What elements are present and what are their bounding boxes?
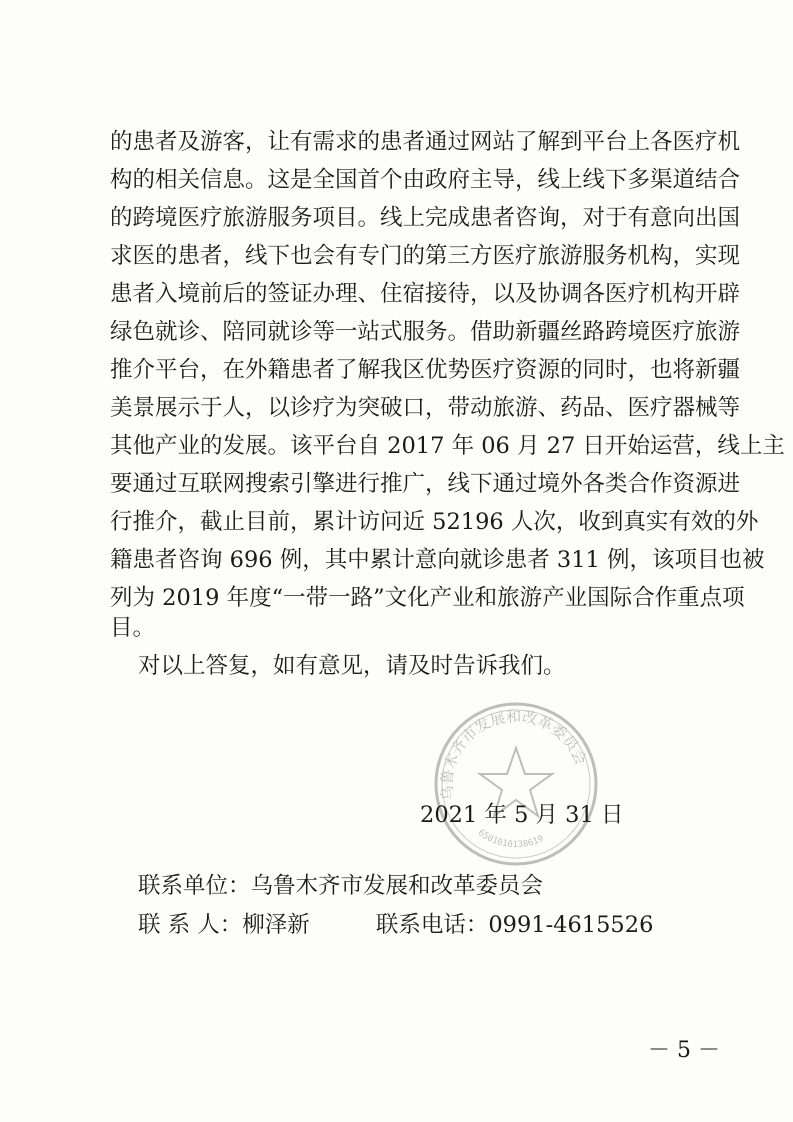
page-number: － 5 － xyxy=(648,1038,720,1063)
seal-number: 6501010138619 xyxy=(475,827,546,851)
closing-paragraph: 对以上答复，如有意见，请及时告诉我们。 xyxy=(138,653,566,679)
body-line: 行推介，截止目前，累计访问近 52196 人次，收到真实有效的外 xyxy=(110,509,759,535)
body-line: 目。 xyxy=(110,615,156,641)
body-line: 列为 2019 年度“一带一路”文化产业和旅游产业国际合作重点项 xyxy=(110,585,745,611)
body-line: 其他产业的发展。该平台自 2017 年 06 月 27 日开始运营，线上主 xyxy=(110,433,785,459)
body-line: 的患者及游客，让有需求的患者通过网站了解到平台上各医疗机 xyxy=(110,129,741,155)
svg-text:6501010138619 xyxy=(476,828,545,850)
body-line: 美景展示于人，以诊疗为突破口，带动旅游、药品、医疗器械等 xyxy=(110,395,741,421)
signature-date: 2021 年 5 月 31 日 xyxy=(420,802,624,828)
body-line: 推介平台，在外籍患者了解我区优势医疗资源的同时，也将新疆 xyxy=(110,357,741,383)
official-seal xyxy=(432,700,600,868)
body-line: 的跨境医疗旅游服务项目。线上完成患者咨询，对于有意向出国 xyxy=(110,205,741,231)
body-line: 要通过互联网搜索引擎进行推广，线下通过境外各类合作资源进 xyxy=(110,471,741,497)
body-line: 籍患者咨询 696 例，其中累计意向就诊患者 311 例，该项目也被 xyxy=(110,547,765,573)
body-line: 患者入境前后的签证办理、住宿接待，以及协调各医疗机构开辟 xyxy=(110,281,741,307)
seal-text: 乌鲁木齐市发展和改革委员会 xyxy=(437,707,591,802)
contact-phone: 联系电话：0991-4615526 xyxy=(375,912,654,938)
body-line: 绿色就诊、陪同就诊等一站式服务。借助新疆丝路跨境医疗旅游 xyxy=(110,319,741,345)
contact-unit: 联系单位：乌鲁木齐市发展和改革委员会 xyxy=(138,873,544,899)
body-line: 求医的患者，线下也会有专门的第三方医疗旅游服务机构，实现 xyxy=(110,243,741,269)
contact-person: 联 系 人：柳泽新 xyxy=(138,912,310,938)
contact-row xyxy=(138,910,653,940)
body-line: 构的相关信息。这是全国首个由政府主导，线上线下多渠道结合 xyxy=(110,167,741,193)
